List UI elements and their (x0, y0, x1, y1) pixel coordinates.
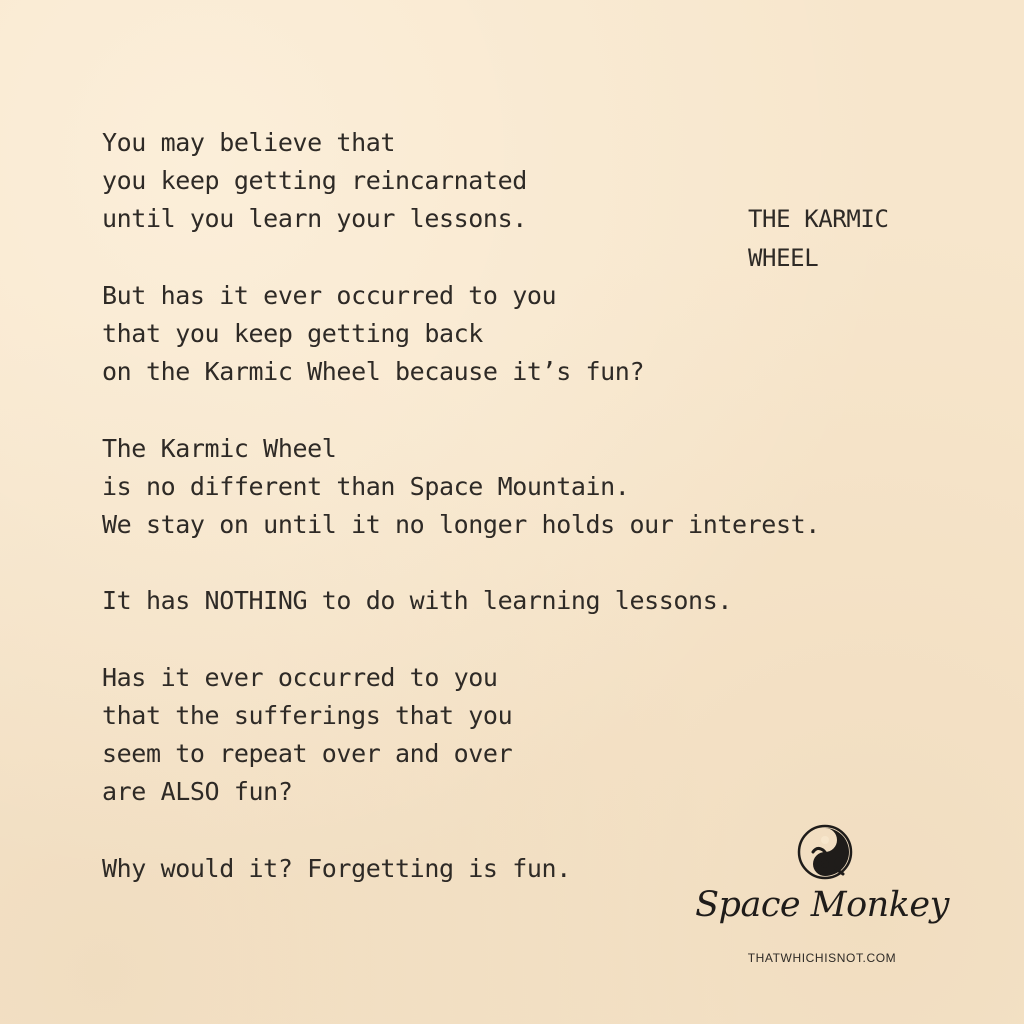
poem-line: It has NOTHING to do with learning lessons. (102, 586, 733, 616)
stanza-2 (102, 277, 922, 392)
stanza-5 (102, 659, 922, 812)
stanza-4 (102, 582, 922, 620)
poem-line: The Karmic Wheel (102, 433, 337, 463)
space-monkey-emblem-icon (795, 822, 855, 882)
poem-line: seem to repeat over and over (102, 739, 513, 769)
poem-line: Why would it? Forgetting is fun. (102, 853, 571, 883)
poem-line: is no different than Space Mountain. (102, 471, 630, 501)
poem-title-line-2: WHEEL (748, 243, 819, 272)
poem-line: But has it ever occurred to you (102, 280, 557, 310)
brand-name: Space Monkey (695, 885, 949, 925)
brand-url: THATWHICHISNOT.COM (747, 951, 897, 965)
stanza-1 (102, 124, 922, 239)
poem-line: you keep getting reincarnated (102, 166, 527, 196)
poem-line: Has it ever occurred to you (102, 662, 498, 692)
poem-line: on the Karmic Wheel because it’s fun? (102, 357, 645, 387)
poem-title-line-1: THE KARMIC (748, 205, 889, 233)
poem-line: until you learn your lessons. (102, 204, 527, 234)
poem-line: We stay on until it no longer holds our interest. (102, 510, 820, 539)
stanza-3 (102, 430, 922, 545)
poem-line: are ALSO fun? (102, 777, 293, 807)
poem-line: that the sufferings that you (102, 700, 513, 730)
poem-line: You may believe that (102, 128, 396, 157)
poem-body (102, 124, 922, 926)
poem-line: that you keep getting back (102, 319, 483, 348)
